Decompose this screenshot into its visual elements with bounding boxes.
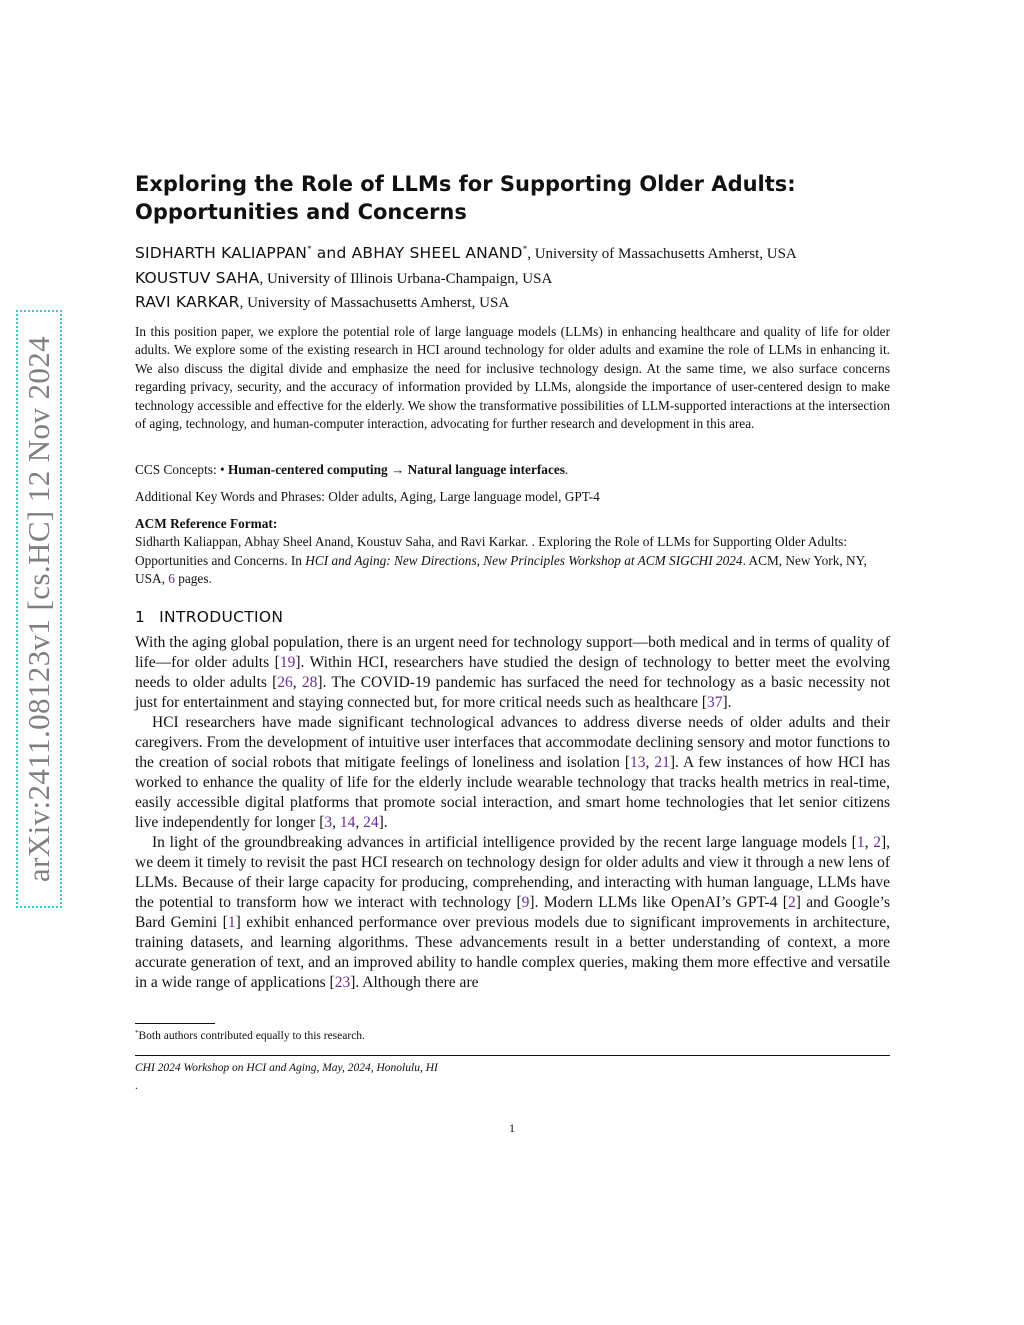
paragraph-text: HCI researchers have made significant technological advances to address diverse needs of older adults and their caregivers. From the development of intuitive user interfaces that accommodate declining sensory and motor functions to the creation of social robots that mitigate feelings of loneliness and isolation [ xyxy=(135,714,890,771)
keywords: Additional Key Words and Phrases: Older adults, Aging, Large language model, GPT-4 xyxy=(135,489,600,504)
author-affiliation: , University of Massachusetts Amherst, USA xyxy=(527,246,797,262)
citation-link[interactable]: 3 xyxy=(324,814,333,831)
section-title: INTRODUCTION xyxy=(159,608,284,626)
citation-link[interactable]: 21 xyxy=(654,754,670,771)
citation-link[interactable]: 13 xyxy=(630,754,646,771)
paper-title-line-2: Opportunities and Concerns xyxy=(135,200,467,224)
citation-link[interactable]: 24 xyxy=(363,814,379,831)
citation-link[interactable]: 1 xyxy=(856,834,865,851)
footnote-mark: * xyxy=(135,1029,139,1037)
equal-contribution-mark: * xyxy=(307,244,312,254)
body-paragraph xyxy=(135,713,890,833)
author-line-1 xyxy=(135,242,890,267)
ccs-bullet: • xyxy=(219,462,228,477)
paragraph-text: ]. xyxy=(722,694,732,711)
ccs-concepts xyxy=(135,461,890,479)
citation-link[interactable]: 1 xyxy=(227,914,236,931)
section-number: 1 xyxy=(135,608,146,626)
body-paragraph xyxy=(135,633,890,713)
paragraph-text: ]. Within HCI, researchers have studied the design of technology to better meet the evolving needs to older adults [ xyxy=(135,654,891,691)
arxiv-identifier-stamp xyxy=(16,310,62,908)
paragraph-text: ] exhibit enhanced performance over previous models due to significant improvements in architecture, training datasets, and learning algorithms. These advancements result in a better understanding of context, a more accurate generation of text, and an improved ability to handle complex queries, making them more effective and versatile in a wide range of applications [ xyxy=(135,914,890,991)
citation-link[interactable]: 37 xyxy=(707,694,723,711)
paragraph-text: ], we deem it timely to revisit the past HCI research on technology design for older adults and view it through a new lens of LLMs. Because of their large capacity for producing, comprehending, and interacting with human language, LLMs have the potential to transform how we interact with technology [ xyxy=(135,834,890,911)
author-line-3 xyxy=(135,291,890,316)
paragraph-text: , xyxy=(292,674,302,691)
introduction-body xyxy=(135,633,890,993)
author-line-2 xyxy=(135,267,890,292)
paragraph-text: ]. Modern LLMs like OpenAI’s GPT-4 [ xyxy=(529,894,788,911)
ccs-arrow: → xyxy=(387,462,408,477)
venue-line: CHI 2024 Workshop on HCI and Aging, May, 2024, Honolulu, HI xyxy=(135,1062,438,1074)
section-heading xyxy=(135,607,890,627)
citation-link[interactable]: 19 xyxy=(279,654,296,671)
acm-reference-heading: ACM Reference Format: xyxy=(135,516,278,531)
abstract: In this position paper, we explore the potential role of large language models (LLMs) in enhancing healthcare and quality of life for older adults. We explore some of the existing research in HCI around technology for older adults and examine the role of LLMs in enhancing it. We also discuss the digital divide and emphasize the need for inclusive technology design. At the same time, we also surface concerns regarding privacy, security, and the accuracy of information provided by LLMs, alongside the importance of user-centered design to make technology accessible and effective for the elderly. We show the transformative possibilities of LLM-supported interactions at the intersection of aging, technology, and human-computer interaction, advocating for further research and development in this area. xyxy=(135,324,890,432)
ccs-concept-primary: Human-centered computing xyxy=(227,462,388,477)
citation-link[interactable]: 9 xyxy=(521,894,530,911)
paragraph-text: , xyxy=(355,814,364,831)
footnote xyxy=(135,1029,890,1044)
acm-reference-text: . ACM, New York, NY, USA, xyxy=(135,552,867,586)
venue-dot: . xyxy=(135,1080,138,1092)
citation-link[interactable]: 28 xyxy=(301,674,318,691)
acm-reference-venue: HCI and Aging: New Directions, New Principles Workshop at ACM SIGCHI 2024 xyxy=(305,552,743,568)
paragraph-text: , xyxy=(864,834,874,851)
paragraph-text: ]. A few instances of how HCI has worked to enhance the quality of life for the elderly include wearable technology that tracks health metrics in real-time, easily accessible digital platforms that promote social interaction, and smart home technologies that let senior citizens live independently for longer [ xyxy=(135,754,891,831)
page-count-link[interactable]: 6 xyxy=(168,570,175,586)
paragraph-text: ]. The COVID-19 pandemic has surfaced the need for technology as a basic necessity not just for entertainment and staying connected but, for more critical needs such as healthcare [ xyxy=(135,674,891,711)
arxiv-identifier-text: arXiv:2411.08123v1 [cs.HC] 12 Nov 2024 xyxy=(21,335,57,883)
author-affiliation: , University of Illinois Urbana-Champaign, USA xyxy=(259,270,553,287)
citation-link[interactable]: 14 xyxy=(339,814,356,831)
acm-reference-format xyxy=(135,515,890,588)
paragraph-text: With the aging global population, there is an urgent need for technology support—both medical and in terms of quality of life—for older adults [ xyxy=(135,634,890,671)
paper-title xyxy=(135,170,890,226)
footnote-rule xyxy=(135,1023,215,1024)
author-name: KOUSTUV SAHA xyxy=(135,268,260,287)
page-number: 1 xyxy=(509,1121,515,1135)
citation-link[interactable]: 2 xyxy=(787,894,796,911)
author-name: SIDHARTH KALIAPPAN xyxy=(135,244,308,262)
author-name: ABHAY SHEEL ANAND xyxy=(351,244,523,262)
citation-link[interactable]: 2 xyxy=(873,834,881,851)
author-name: RAVI KARKAR xyxy=(135,293,240,311)
paragraph-text: ] and Google’s Bard Gemini [ xyxy=(135,894,890,931)
paragraph-text: , xyxy=(645,754,655,771)
acm-reference-text: Sidharth Kaliappan, Abhay Sheel Anand, Koustuv Saha, and Ravi Karkar. . Exploring the Role of LLMs for Supporting Older Adults: Opportunities and Concerns. In xyxy=(135,534,848,568)
citation-link[interactable]: 26 xyxy=(277,674,293,691)
paragraph-text: In light of the groundbreaking advances in artificial intelligence provided by the recent large language models [ xyxy=(152,834,857,851)
body-paragraph xyxy=(135,833,890,993)
author-affiliation: , University of Massachusetts Amherst, USA xyxy=(239,295,510,311)
venue-rule xyxy=(135,1055,890,1056)
paragraph-text: ]. xyxy=(378,814,388,831)
paragraph-text: ]. Although there are xyxy=(350,974,479,991)
citation-link[interactable]: 23 xyxy=(334,974,351,991)
ccs-concept-secondary: Natural language interfaces xyxy=(407,462,565,477)
ccs-label: CCS Concepts: xyxy=(135,462,220,477)
paper-title-line-1: Exploring the Role of LLMs for Supporting Older Adults: xyxy=(135,172,796,196)
paragraph-text: , xyxy=(332,814,340,831)
equal-contribution-mark: * xyxy=(522,244,528,254)
author-block xyxy=(135,242,890,316)
ccs-period: . xyxy=(564,462,569,477)
acm-reference-text: pages. xyxy=(174,570,212,586)
footnote-text: Both authors contributed equally to this research. xyxy=(138,1030,365,1042)
author-and: and xyxy=(311,244,352,262)
